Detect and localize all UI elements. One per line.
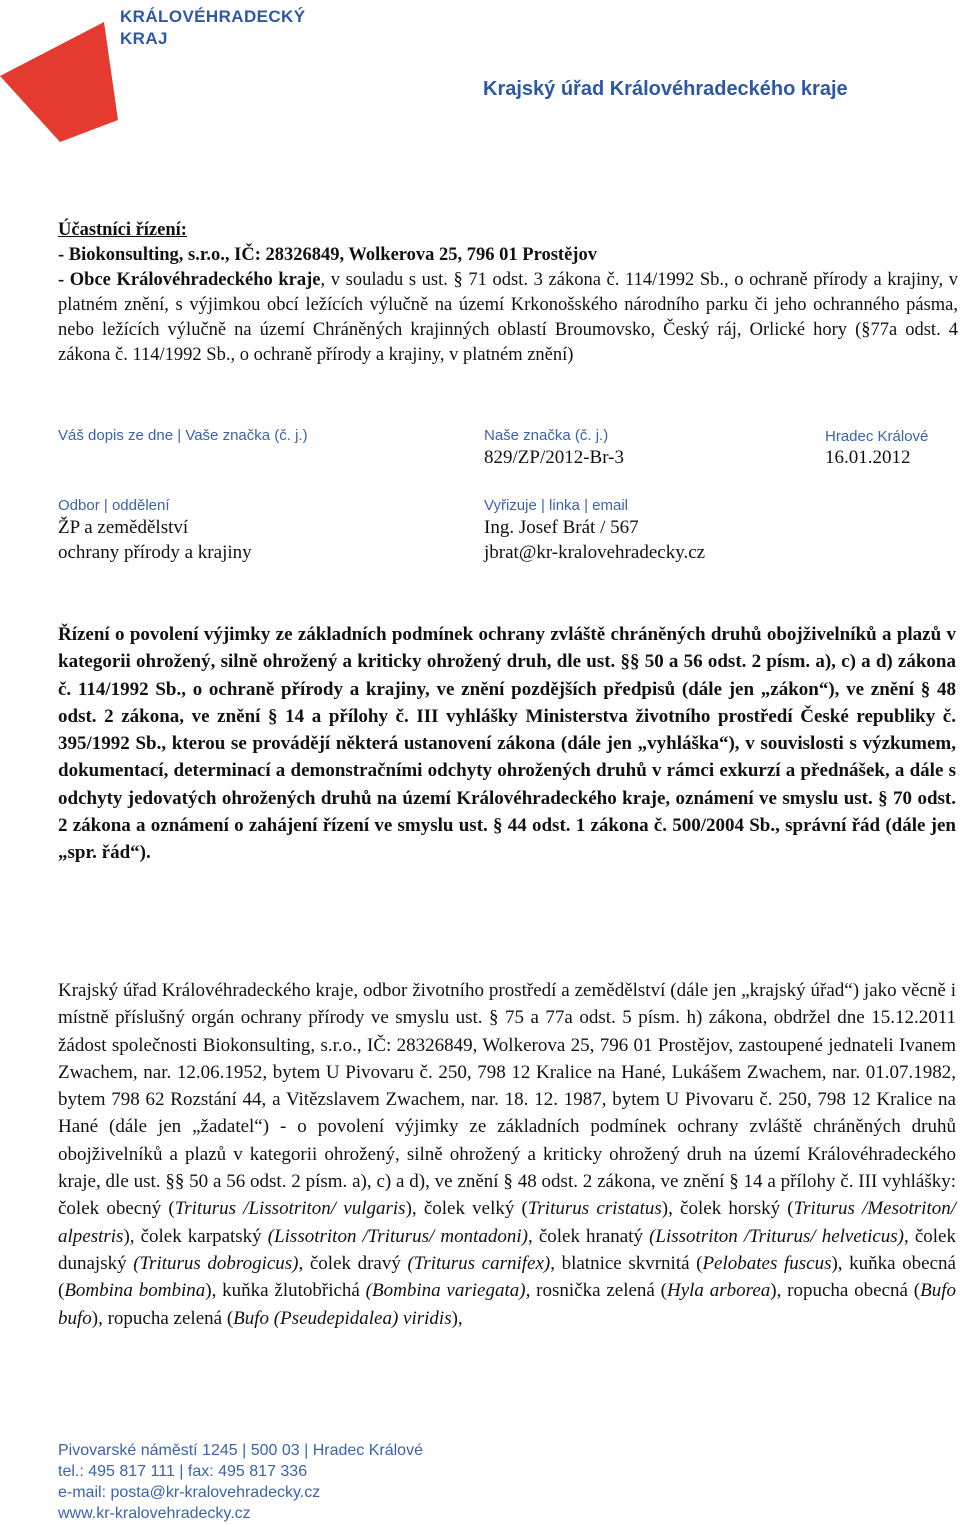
species-name: Triturus cristatus bbox=[527, 1198, 662, 1220]
logo-line1: KRÁLOVÉHRADECKÝ bbox=[120, 7, 306, 26]
our-ref-label: Naše značka (č. j.) bbox=[484, 427, 609, 444]
species-name: Bufo (Pseudepidalea) viridis bbox=[233, 1307, 452, 1329]
region-logo-text bbox=[120, 6, 305, 50]
species-name: (Lissotriton /Triturus/ helveticus) bbox=[649, 1225, 905, 1247]
species-name: (Triturus dobrogicus) bbox=[133, 1252, 299, 1274]
dept-label: Odbor | oddělení bbox=[58, 497, 170, 514]
your-letter-label: Váš dopis ze dne | Vaše značka (č. j.) bbox=[58, 427, 308, 444]
footer-web[interactable]: www.kr-kralovehradecky.cz bbox=[58, 1505, 251, 1522]
parties-heading: Účastníci řízení: bbox=[58, 220, 187, 240]
party-item-2: - Obce Královéhradeckého kraje, v souladu s ust. § 71 odst. 3 zákona č. 114/1992 Sb., o ochraně přírody a krajiny, v platném znění, s výjimkou obcí ležících výlučně na území Krkonošského národního parku či jeho ochranného pásma, nebo ležících výlučně na území Chráněných krajinných oblastí Broumovsko, Český ráj, Orlické hory (§77a odst. 4 zákona č. 114/1992 Sb., o ochraně přírody a krajiny, v platném znění) bbox=[58, 270, 958, 365]
species-name: Bombina bombina bbox=[64, 1280, 206, 1302]
place-label: Hradec Králové bbox=[825, 428, 929, 445]
party-item-1: - Biokonsulting, s.r.o., IČ: 28326849, Wolkerova 25, 796 01 Prostějov bbox=[58, 245, 597, 265]
subject-heading: Řízení o povolení výjimky ze základních podmínek ochrany zvláště chráněných druhů obojživelníků a plazů v kategorii ohrožený, silně ohrožený a kriticky ohrožený druh, dle ust. §§ 50 a 56 odst. 2 písm. a), c) a d) zákona č. 114/1992 Sb., o ochraně přírody a krajiny, ve znění pozdějších předpisů (dále jen „zákon“), ve znění § 48 odst. 2 zákona, ve znění § 14 a přílohy č. III vyhlášky Ministerstva životního prostředí České republiky č. 395/1992 Sb., kterou se provádějí některá ustanovení zákona (dále jen „vyhláška“), v souvislosti s výzkumem, dokumentací, determinací a demonstračními odchyty ohrožených druhů v rámci exkurzí a přednášek, a dále s odchyty jedovatých ohrožených druhů na území Královéhradeckého kraje, oznámení ve smyslu ust. § 70 odst. 2 zákona a oznámení o zahájení řízení ve smyslu ust. § 44 odst. 1 zákona č. 500/2004 Sb., správní řád (dále jen „spr. řád“). bbox=[58, 624, 956, 864]
species-name: (Lissotriton /Triturus/ montadoni) bbox=[267, 1225, 528, 1247]
dept-value: ŽP a zemědělství bbox=[58, 517, 189, 538]
species-name: Triturus /Mesotriton/ alpestris bbox=[58, 1198, 957, 1247]
species-name: Bufo bufo bbox=[58, 1280, 956, 1329]
handler-value: Ing. Josef Brát / 567 bbox=[484, 517, 639, 538]
species-name: Pelobates fuscus bbox=[702, 1252, 832, 1274]
logo-red-shape bbox=[0, 22, 118, 142]
office-name: Krajský úřad Královéhradeckého kraje bbox=[483, 78, 848, 100]
region-logo bbox=[0, 0, 120, 150]
species-name: (Bombina variegata), bbox=[365, 1280, 531, 1302]
our-ref-value: 829/ZP/2012-Br-3 bbox=[484, 447, 625, 468]
handler-label: Vyřizuje | linka | email bbox=[484, 497, 629, 514]
date-value: 16.01.2012 bbox=[825, 447, 911, 468]
section-value: ochrany přírody a krajiny bbox=[58, 542, 252, 563]
species-name: Hyla arborea bbox=[666, 1280, 771, 1302]
footer-email[interactable]: e-mail: posta@kr-kralovehradecky.cz bbox=[58, 1484, 321, 1501]
logo-line2: KRAJ bbox=[120, 29, 168, 48]
handler-email[interactable]: jbrat@kr-kralovehradecky.cz bbox=[484, 542, 706, 563]
species-name: Triturus /Lissotriton/ vulgaris bbox=[174, 1198, 406, 1220]
body-paragraph: Krajský úřad Královéhradeckého kraje, odbor životního prostředí a zemědělství (dále jen „krajský úřad“) jako věcně i místně příslušný orgán ochrany přírody ve smyslu ust. § 75 a 77a odst. 5 písm. h) zákona, obdržel dne 15.12.2011 žádost společnosti Biokonsulting, s.r.o., IČ: 28326849, Wolkerova 25, 796 01 Prostějov, zastoupené jednateli Ivanem Zwachem, nar. 12.06.1952, bytem U Pivovaru č. 250, 798 12 Kralice na Hané, Lukášem Zwachem, nar. 01.07.1982, bytem 798 62 Rozstání 44, a Vitězslavem Zwachem, nar. 18. 12. 1987, bytem U Pivovaru č. 250, 798 12 Kralice na Hané (dále jen „žadatel“) - o povolení výjimky ze základních podmínek ochrany zvláště chráněných druhů obojživelníků a plazů v kategorii ohrožený, silně ohrožený a kriticky ohrožený druh na území Královéhradeckého kraje, dle ust. §§ 50 a 56 odst. 2 písm. a), c) a d), ve znění § 48 odst. 2 zákona, ve znění § 14 a přílohy č. III vyhlášky: čolek obecný (Triturus /Lissotriton/ vulgaris), čolek velký (Triturus cristatus), čolek horský (Triturus /Mesotriton/ alpestris), čolek karpatský (Lissotriton /Triturus/ montadoni), čolek hranatý (Lissotriton /Triturus/ helveticus), čolek dunajský (Triturus dobrogicus), čolek dravý (Triturus carnifex), blatnice skvrnitá (Pelobates fuscus), kuňka obecná (Bombina bombina), kuňka žlutobřichá (Bombina variegata), rosnička zelená (Hyla arborea), ropucha obecná (Bufo bufo), ropucha zelená (Bufo (Pseudepidalea) viridis), bbox=[58, 980, 957, 1329]
parties-block bbox=[58, 218, 958, 368]
footer-address: Pivovarské náměstí 1245 | 500 03 | Hradec Králové bbox=[58, 1442, 423, 1459]
species-name: (Triturus carnifex) bbox=[407, 1252, 551, 1274]
footer bbox=[58, 1440, 423, 1524]
footer-phone: tel.: 495 817 111 | fax: 495 817 336 bbox=[58, 1463, 308, 1480]
